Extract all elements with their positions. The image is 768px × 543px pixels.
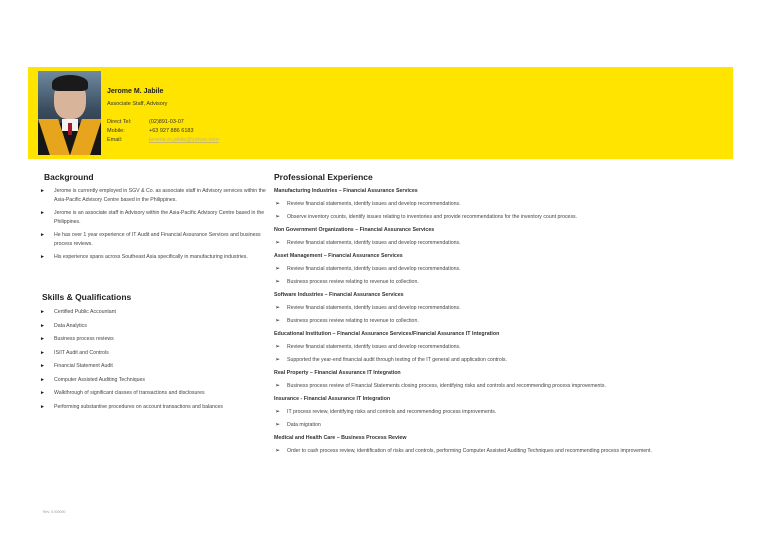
- bullet-icon: ►: [40, 188, 45, 194]
- list-item: ► Business process reviews: [40, 336, 114, 342]
- list-item: ► Walkthrough of significant classes of transactions and disclosures: [40, 390, 205, 396]
- bullet-icon: ►: [40, 363, 45, 369]
- arrow-bullet-icon: ➢: [275, 214, 281, 220]
- arrow-bullet-icon: ➢: [275, 357, 281, 363]
- profile-photo: [38, 71, 101, 155]
- experience-category: Software Industries – Financial Assurance Services: [274, 292, 404, 298]
- person-role: Associate Staff, Advisory: [107, 101, 168, 107]
- background-list: [38, 187, 266, 262]
- arrow-bullet-icon: ➢: [275, 422, 281, 428]
- arrow-bullet-icon: ➢: [275, 448, 281, 454]
- experience-item: ➢ Business process review of Financial Statements closing process, identifying risks and controls and recommending process improvements.: [274, 380, 734, 393]
- arrow-bullet-icon: ➢: [275, 344, 281, 350]
- experience-item: ➢ Data migration: [274, 419, 734, 432]
- contact-direct-tel: [107, 119, 184, 125]
- experience-category: Manufacturing Industries – Financial Assurance Services: [274, 188, 418, 194]
- arrow-bullet-icon: ➢: [275, 383, 281, 389]
- list-item: ► IS/IT Audit and Controls: [40, 349, 109, 356]
- list-item: ► Jerome is currently employed in SGV & Co. as associate staff in Advisory services within the Asia-Pacific Advisory Centre based in the Philippines.: [40, 188, 266, 203]
- list-item: ► Performing substantive procedures on account transactions and balances: [40, 403, 223, 410]
- experience-list: [274, 185, 734, 458]
- bullet-icon: ►: [40, 376, 45, 383]
- contact-value: +63 927 886 6183: [149, 128, 194, 134]
- experience-item: ➢ Business process review relating to revenue to collection.: [274, 315, 734, 328]
- experience-item: ➢ IT process review, identifying risks and controls and recommending process improvements.: [274, 406, 734, 419]
- list-item: ► He has over 1 year experience of IT Audit and Financial Assurance Services and business process reviews.: [40, 232, 261, 247]
- arrow-bullet-icon: ➢: [275, 279, 281, 285]
- experience-category: Medical and Health Care – Business Process Review: [274, 435, 407, 441]
- arrow-bullet-icon: ➢: [275, 318, 281, 324]
- skills-list: [38, 308, 266, 411]
- bullet-icon: ►: [40, 254, 45, 260]
- contact-email: [107, 137, 219, 143]
- contact-label: Mobile:: [107, 128, 125, 134]
- arrow-bullet-icon: ➢: [275, 305, 281, 311]
- experience-category: Asset Management – Financial Assurance Services: [274, 253, 403, 259]
- person-name: Jerome M. Jabile: [107, 88, 164, 95]
- list-item: ► Jerome is an associate staff in Advisory within the Asia-Pacific Advisory Centre based in the Philippines.: [40, 210, 265, 225]
- list-item: ► His experience spans across Southeast Asia specifically in manufacturing industries.: [40, 254, 248, 260]
- footer-revision: Rev. 0.000000: [43, 510, 66, 514]
- experience-item: ➢ Supported the year-end financial audit through testing of the IT general and application controls.: [274, 354, 734, 367]
- arrow-bullet-icon: ➢: [275, 201, 281, 207]
- list-item: ► Certified Public Accountant: [40, 309, 116, 315]
- experience-category: Insurance - Financial Assurance IT Integration: [274, 396, 391, 402]
- arrow-bullet-icon: ➢: [275, 409, 281, 415]
- experience-item: ➢ Review financial statements, identify issues and develop recommendations.: [274, 263, 734, 276]
- contact-value: (02)891-03-07: [149, 119, 184, 125]
- experience-category: Educational Institution – Financial Assurance Services/Financial Assurance IT Integration: [274, 331, 500, 337]
- experience-item: ➢ Order to cash process review, identification of risks and controls, performing Computer Assisted Auditing Techniques and recommending process improvement.: [274, 445, 734, 458]
- arrow-bullet-icon: ➢: [275, 266, 281, 272]
- header-band: [28, 67, 733, 159]
- experience-category: Non Government Organizations – Financial Assurance Services: [274, 227, 435, 233]
- email-link[interactable]: jerome.m.jabile@yahoo.com: [149, 137, 219, 143]
- experience-item: ➢ Review financial statements, identify issues and develop recommendations.: [274, 302, 734, 315]
- contact-label: Direct Tel:: [107, 119, 132, 125]
- arrow-bullet-icon: ➢: [275, 240, 281, 246]
- list-item: ► Computer Assisted Auditing Techniques: [40, 376, 146, 383]
- bullet-icon: ►: [40, 336, 45, 342]
- contact-label: Email:: [107, 137, 123, 143]
- list-item: ► Data Analytics: [40, 322, 87, 329]
- experience-item: ➢ Review financial statements, identify issues and develop recommendations.: [274, 237, 734, 250]
- bullet-icon: ►: [40, 349, 45, 356]
- bullet-icon: ►: [40, 232, 45, 238]
- experience-item: ➢ Review financial statements, identify issues and develop recommendations.: [274, 198, 734, 211]
- bullet-icon: ►: [40, 322, 45, 329]
- bullet-icon: ►: [40, 403, 45, 410]
- bullet-icon: ►: [40, 210, 45, 216]
- skills-title: Skills & Qualifications: [42, 292, 132, 302]
- experience-item: ➢ Review financial statements, identify issues and develop recommendations.: [274, 341, 734, 354]
- experience-title: Professional Experience: [274, 172, 373, 182]
- list-item: ► Financial Statement Audit: [40, 363, 113, 369]
- bullet-icon: ►: [40, 390, 45, 396]
- contact-mobile: [107, 128, 194, 134]
- background-title: Background: [44, 172, 94, 182]
- experience-item: ➢ Observe inventory counts, identify issues relating to inventories and provide recommendations for the inventory count process.: [274, 211, 734, 224]
- experience-category: Real Property – Financial Assurance IT Integration: [274, 370, 401, 376]
- experience-item: ➢ Business process review relating to revenue to collection.: [274, 276, 734, 289]
- bullet-icon: ►: [40, 309, 45, 315]
